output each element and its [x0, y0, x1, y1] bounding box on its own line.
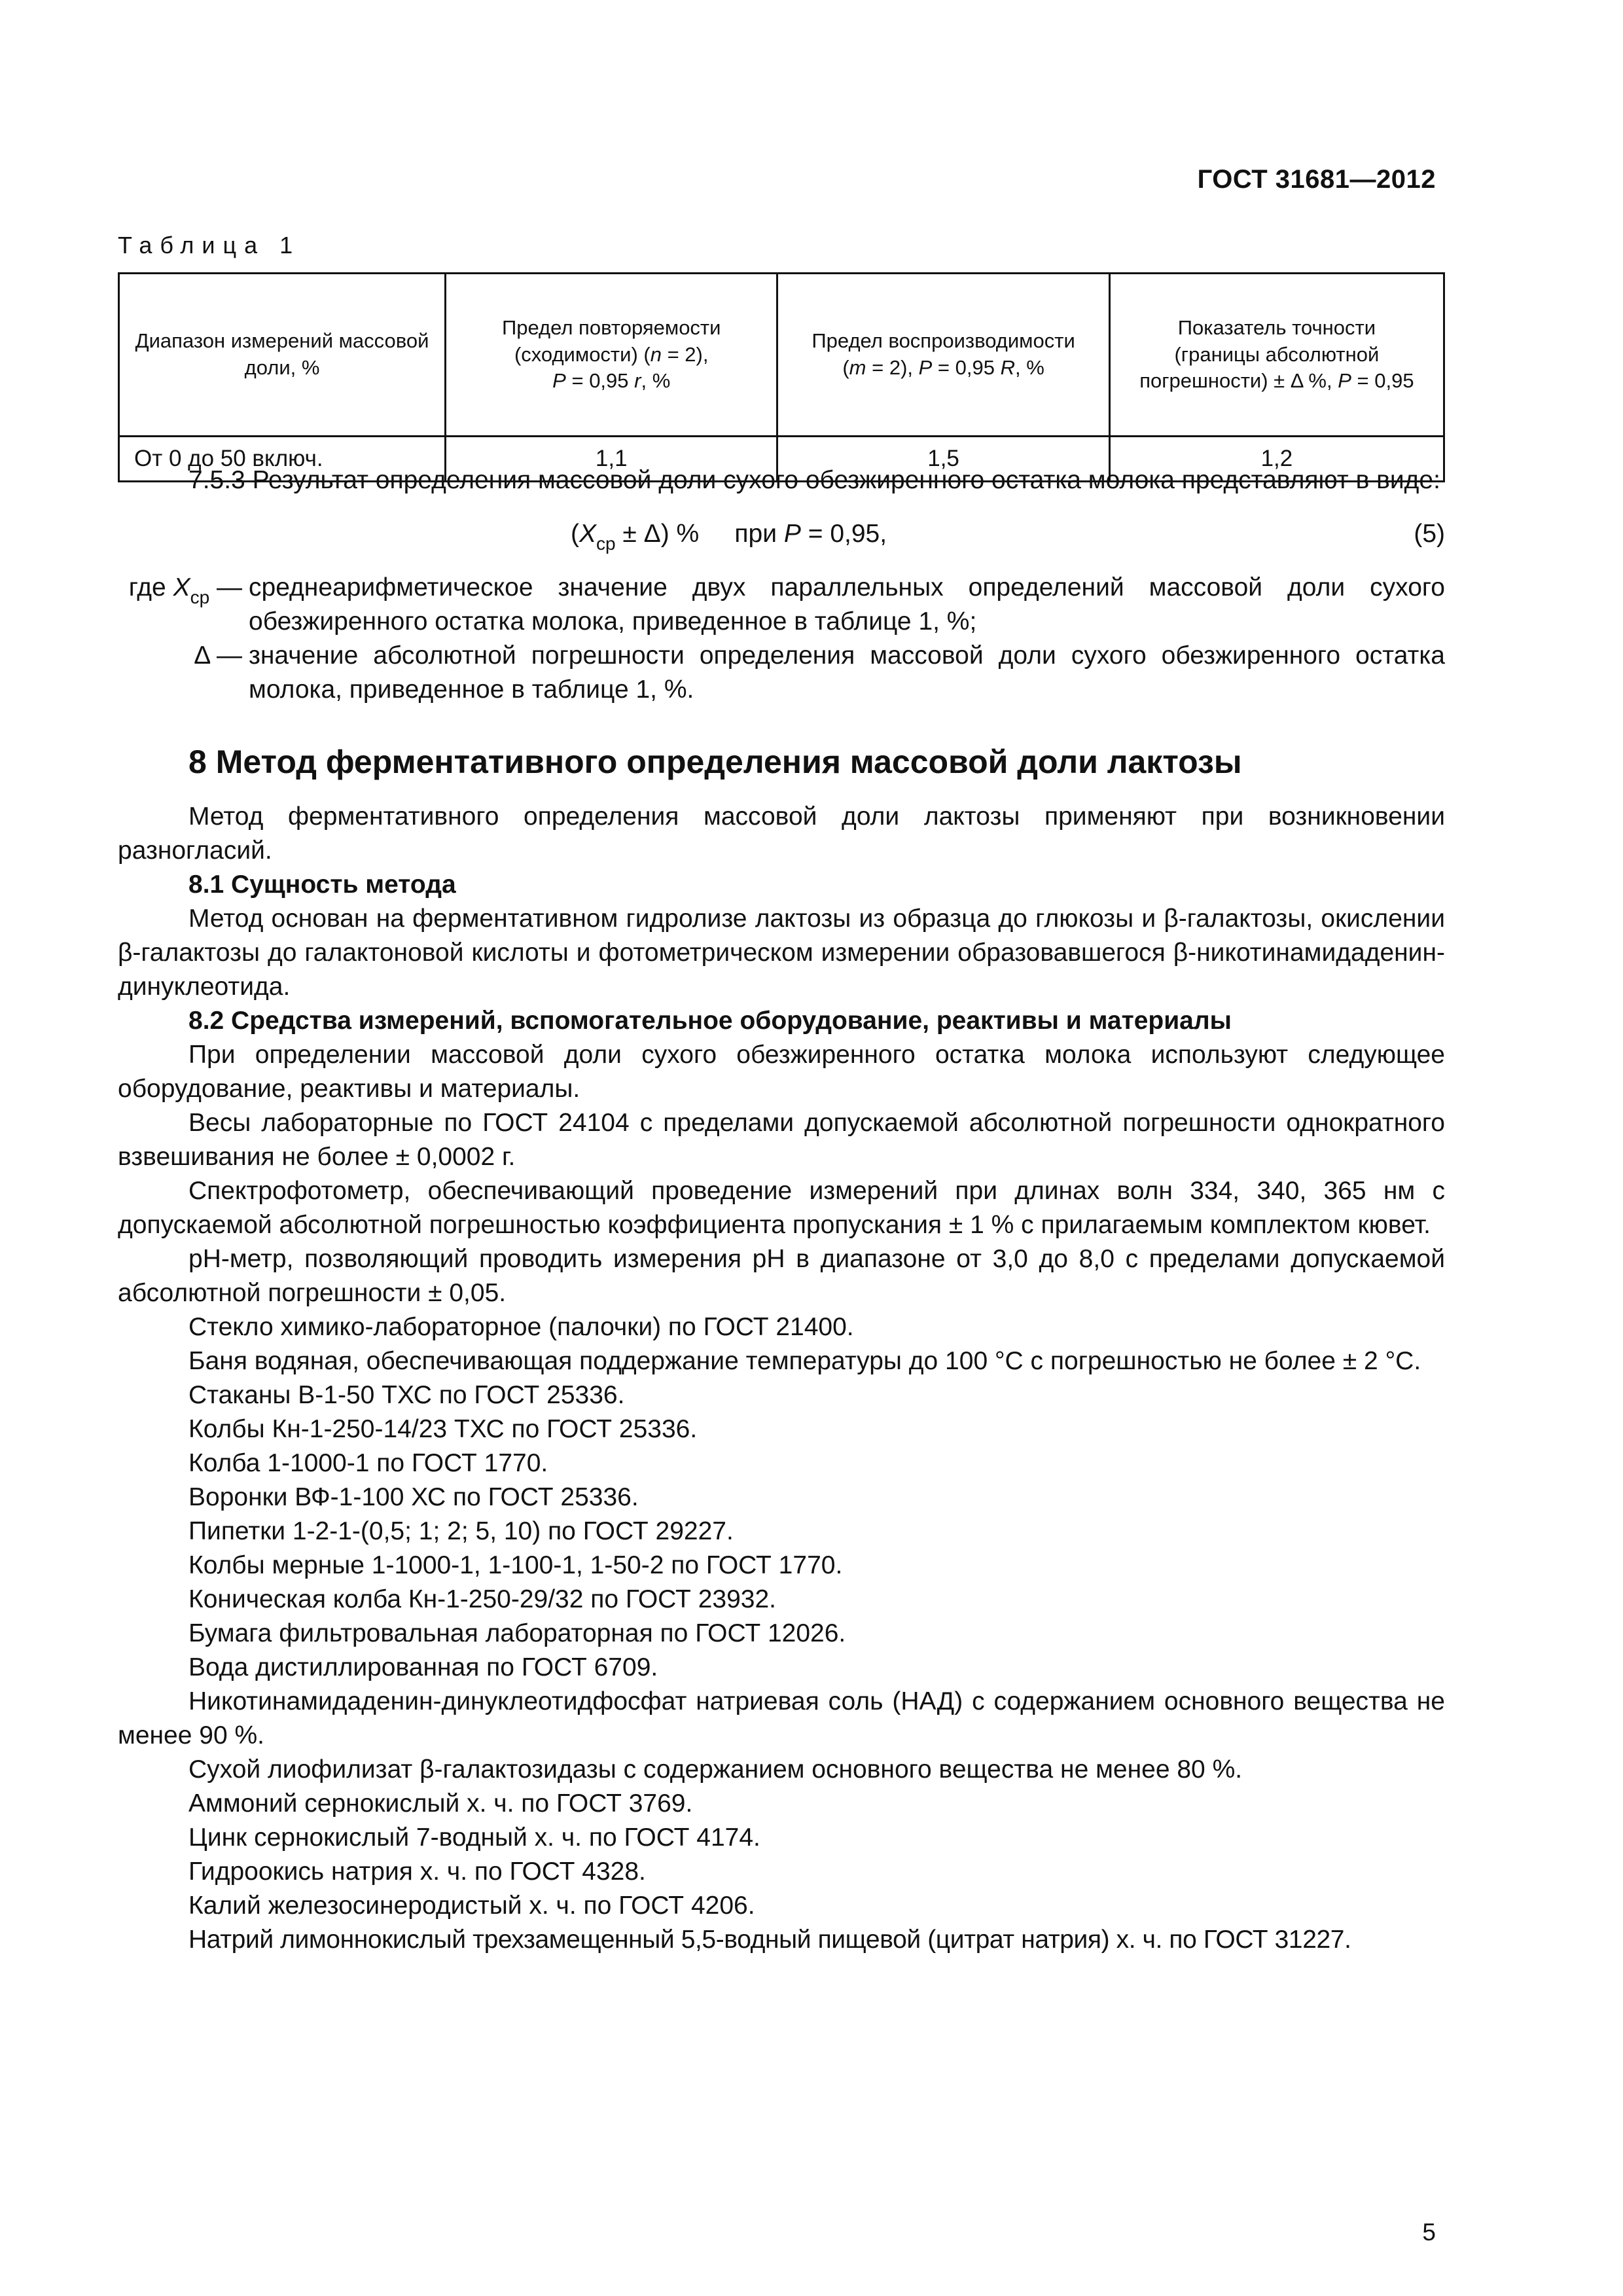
- formula-expression: $(X_{ср} \pm \Delta)$ % при P = 0,95,: [571, 520, 887, 554]
- list-item: Коническая колба Кн-1-250-29/32 по ГОСТ 23932.: [188, 1585, 776, 1613]
- table-cell-reproducibility: 1,5: [777, 437, 1109, 482]
- list-item: Цинк сернокислый 7-водный х. ч. по ГОСТ 4174.: [188, 1823, 760, 1852]
- definitions: [118, 571, 1445, 707]
- list-item: Вода дистиллированная по ГОСТ 6709.: [188, 1653, 658, 1681]
- paragraph: Баня водяная, обеспечивающая поддержание температуры до 100 °С с погрешностью не более ± 2 °С.: [188, 1347, 1421, 1375]
- table-header-accuracy: Показатель точности (границы абсолютной погрешности) ± Δ %, P = 0,95: [1109, 274, 1444, 437]
- document-code: ГОСТ 31681—2012: [1197, 165, 1436, 194]
- definition-text: значение абсолютной погрешности определения массовой доли сухого обезжиренного остатка молока, приведенное в таблице 1, %.: [249, 641, 1445, 704]
- definition-term: где $X_{ср}$ —: [128, 573, 242, 607]
- paragraph: Спектрофотометр, обеспечивающий проведение измерений при длинах волн 334, 340, 365 нм с допускаемой абсолютной погрешностью коэффициента пропускания ± 1 % с прилагаемым комплектом кювет.: [118, 1177, 1445, 1239]
- list-item: Воронки ВФ-1-100 ХС по ГОСТ 25336.: [188, 1483, 639, 1511]
- paragraph: Никотинамидаденин-динуклеотидфосфат натриевая соль (НАД) с содержанием основного вещества не менее 90 %.: [118, 1687, 1445, 1749]
- paragraph: рН-метр, позволяющий проводить измерения рН в диапазоне от 3,0 до 8,0 с пределами допускаемой абсолютной погрешности ± 0,05.: [118, 1245, 1445, 1307]
- subsection-8-1-text: Метод основан на ферментативном гидролизе лактозы из образца до глюкозы и β-галактозы, окислении β-галактозы до галактоновой кислоты и фотометрическом измерении образовавшегося β-никотинамидаденин-динуклеотида.: [118, 905, 1445, 1001]
- list-item: Натрий лимоннокислый трехзамещенный 5,5-водный пищевой (цитрат натрия) х. ч. по ГОСТ 31227.: [188, 1926, 1351, 1954]
- definition-text: среднеарифметическое значение двух параллельных определений массовой доли сухого обезжиренного остатка молока, приведенное в таблице 1, %;: [249, 573, 1445, 636]
- formula-5: [118, 497, 1445, 571]
- table-1: [118, 272, 1445, 482]
- subsection-8-1-title: 8.1 Сущность метода: [188, 870, 456, 899]
- section-8-title: 8 Метод ферментативного определения массовой доли лактозы: [188, 744, 1242, 780]
- table-caption: Таблица 1: [118, 232, 301, 259]
- page-number: 5: [1422, 2219, 1436, 2246]
- clause-7-5-3: 7.5.3 Результат определения массовой доли сухого обезжиренного остатка молока представляют в виде:: [188, 466, 1440, 494]
- table-header-row: [119, 274, 1444, 437]
- definition-x-mean: [118, 571, 1445, 639]
- table-header-reproducibility: Предел воспроизводимости (m = 2), P = 0,95 R, %: [777, 274, 1109, 437]
- list-item: Колба 1-1000-1 по ГОСТ 1770.: [188, 1449, 548, 1477]
- table-cell-repeatability: 1,1: [446, 437, 777, 482]
- list-item: Пипетки 1-2-1-(0,5; 1; 2; 5, 10) по ГОСТ 29227.: [188, 1517, 734, 1545]
- table-header-range: Диапазон измерений массовой доли, %: [119, 274, 446, 437]
- document-body: [118, 463, 1445, 1957]
- list-item: Аммоний сернокислый х. ч. по ГОСТ 3769.: [188, 1789, 693, 1818]
- table-cell-range: От 0 до 50 включ.: [119, 437, 446, 482]
- list-item: Гидроокись натрия х. ч. по ГОСТ 4328.: [188, 1857, 646, 1886]
- definition-delta: [118, 639, 1445, 707]
- list-item: Калий железосинеродистый х. ч. по ГОСТ 4206.: [188, 1892, 755, 1920]
- list-item: Стекло химико-лабораторное (палочки) по ГОСТ 21400.: [188, 1313, 854, 1341]
- table-header-repeatability: Предел повторяемости (сходимости) (n = 2), P = 0,95 r, %: [446, 274, 777, 437]
- section-8-intro: Метод ферментативного определения массовой доли лактозы применяют при возникновении разногласий.: [118, 802, 1445, 865]
- formula-number: (5): [1414, 520, 1445, 548]
- list-item: Бумага фильтровальная лабораторная по ГОСТ 12026.: [188, 1619, 846, 1647]
- definition-term: Δ —: [194, 641, 242, 670]
- paragraph: При определении массовой доли сухого обезжиренного остатка молока используют следующее оборудование, реактивы и материалы.: [118, 1041, 1445, 1103]
- subsection-8-2-title: 8.2 Средства измерений, вспомогательное оборудование, реактивы и материалы: [188, 1007, 1232, 1035]
- list-item: Стаканы В-1-50 ТХС по ГОСТ 25336.: [188, 1381, 625, 1409]
- list-item: Колбы Кн-1-250-14/23 ТХС по ГОСТ 25336.: [188, 1415, 698, 1443]
- list-item: Сухой лиофилизат β-галактозидазы с содержанием основного вещества не менее 80 %.: [188, 1755, 1243, 1784]
- list-item: Колбы мерные 1-1000-1, 1-100-1, 1-50-2 по ГОСТ 1770.: [188, 1551, 843, 1579]
- table-cell-accuracy: 1,2: [1109, 437, 1444, 482]
- paragraph: Весы лабораторные по ГОСТ 24104 с пределами допускаемой абсолютной погрешности однократного взвешивания не более ± 0,0002 г.: [118, 1109, 1445, 1171]
